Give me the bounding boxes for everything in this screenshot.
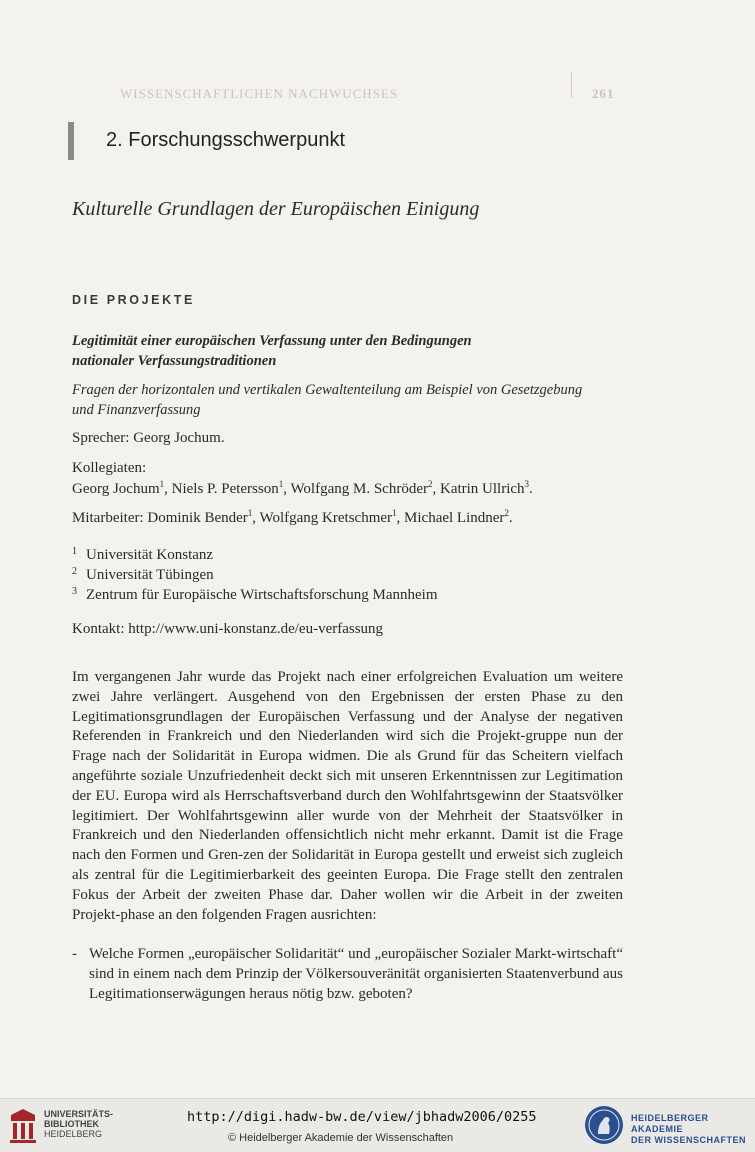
ub-line: HEIDELBERG (44, 1129, 103, 1139)
bleed-through-rule (571, 72, 572, 98)
footnote-number: 1 (72, 546, 77, 557)
academy-line: DER WISSENSCHAFTEN (631, 1135, 747, 1145)
academy-line: HEIDELBERGER AKADEMIE (631, 1113, 709, 1134)
footnote-text: Universität Tübingen (86, 567, 214, 583)
person-name: Georg Jochum (72, 481, 160, 497)
footnote-number: 3 (72, 586, 77, 597)
affiliation-ref: 3 (524, 479, 530, 489)
person-name: Wolfgang Kretschmer (259, 510, 393, 526)
footnote (72, 566, 214, 584)
projects-heading: DIE PROJEKTE (72, 293, 195, 307)
affiliation-ref: 1 (278, 479, 284, 489)
project-subtitle-line: Fragen der horizontalen und vertikalen Gewaltenteilung am Beispiel von Gesetzgebung (72, 382, 583, 398)
bullet-text: Welche Formen „europäischer Solidarität“ und „europäischer Sozialer Markt-wirtschaft“ sind in einem nach dem Prinzip der Völkersouveränität organisierten Staatenverbund aus Legitimationserwägungen heraus nötig bzw. geboten? (89, 946, 623, 1002)
person-name: Michael Lindner (404, 510, 505, 526)
project-title-line: nationaler Verfassungstraditionen (72, 353, 277, 369)
person-name: Katrin Ullrich (439, 481, 525, 497)
affiliation-ref: 1 (392, 508, 397, 518)
affiliation-ref: 2 (504, 508, 509, 518)
bullet-item (72, 945, 623, 1004)
section-bar (68, 122, 74, 160)
person-name: Dominik Bender (147, 510, 248, 526)
kollegiaten-list: Georg Jochum$^1$, Niels P. Petersson$^1$, Wolfgang M. Schröder$^2$, Katrin Ullrich$^3$. (72, 479, 533, 497)
body-paragraph: Im vergangenen Jahr wurde das Projekt nach einer erfolgreichen Evaluation um weitere zwei Jahre verlängert. Ausgehend von den Ergebnissen der ersten Phase zu den Legitimationsgrundlagen der Europäischen Verfassung und der Analyse der negativen Referenden in Frankreich und den Niederlanden wird sich die Projekt-gruppe nun der Frage nach der Solidarität in Europa widmen. Die als Grund für das Scheitern vielfach angeführte soziale Unzufriedenheit deckt sich mit unseren Erkenntnissen zur Legitimation der EU. Europa wird als Herrschaftsverband durch den Wohlfahrtsgewinn der Staatsvölker legitimiert. Der Wohlfahrtsgewinn aller wurde von der Mehrheit der Staatsvölker in Frankreich und den Niederlanden offensichtlich nicht mehr erkannt. Damit ist die Frage nach den Formen und Gren-zen der Solidarität in Europa gestellt und erweist sich zugleich als zentral für die Legitimierbarkeit des geeinten Europa. Die Frage stellt den zentralen Fokus der Arbeit der zweiten Phase dar. Daher wollen wir die Arbeit in der zweiten Projekt-phase an den folgenden Fragen ausrichten: (72, 669, 623, 923)
affiliation-ref: 1 (159, 479, 165, 489)
footnote-number: 2 (72, 566, 77, 577)
bleed-through-header: WISSENSCHAFTLICHEN NACHWUCHSES (120, 86, 399, 101)
footer-bar (0, 1098, 755, 1152)
kollegiaten-label: Kollegiaten: (72, 460, 147, 476)
project-title-line: Legitimität einer europäischen Verfassung unter den Bedingungen (72, 333, 472, 349)
affiliation-ref: 2 (427, 479, 433, 489)
footnote-text: Universität Konstanz (86, 547, 214, 563)
mitarbeiter-list: Mitarbeiter: Dominik Bender$^1$, Wolfgang Kretschmer$^1$, Michael Lindner$^2$. (72, 508, 513, 526)
university-library-name[interactable] (44, 1109, 113, 1139)
body-text (72, 668, 623, 925)
bullet-dash: - (72, 946, 77, 962)
mitarbeiter-label: Mitarbeiter: (72, 510, 144, 526)
university-library-logo-icon[interactable] (8, 1107, 38, 1145)
person-name: Niels P. Petersson (171, 481, 279, 497)
ub-line: UNIVERSITÄTS- (44, 1109, 114, 1119)
project-subtitle-line: und Finanzverfassung (72, 402, 201, 418)
footnote-text: Zentrum für Europäische Wirtschaftsforschung Mannheim (86, 587, 438, 603)
bleed-through-page-number: 261 (592, 86, 615, 101)
sprecher: Sprecher: Georg Jochum. (72, 430, 225, 446)
footnote (72, 546, 213, 564)
contact-line: Kontakt: http://www.uni-konstanz.de/eu-verfassung (72, 621, 384, 637)
section-title: 2. Forschungsschwerpunkt (106, 129, 346, 151)
project-title (72, 331, 472, 371)
project-subtitle (72, 380, 582, 420)
ub-line: BIBLIOTHEK (44, 1119, 99, 1129)
person-name: Wolfgang M. Schröder (290, 481, 428, 497)
academy-seal-icon[interactable] (584, 1105, 624, 1145)
page-subtitle: Kulturelle Grundlagen der Europäischen Einigung (72, 198, 480, 220)
footnote (72, 586, 438, 604)
copyright-notice: © Heidelberger Akademie der Wissenschaften (228, 1132, 454, 1144)
academy-name[interactable] (631, 1113, 755, 1146)
affiliation-ref: 1 (247, 508, 253, 518)
document-url-link[interactable]: http://digi.hadw-bw.de/view/jbhadw2006/0255 (187, 1109, 537, 1125)
